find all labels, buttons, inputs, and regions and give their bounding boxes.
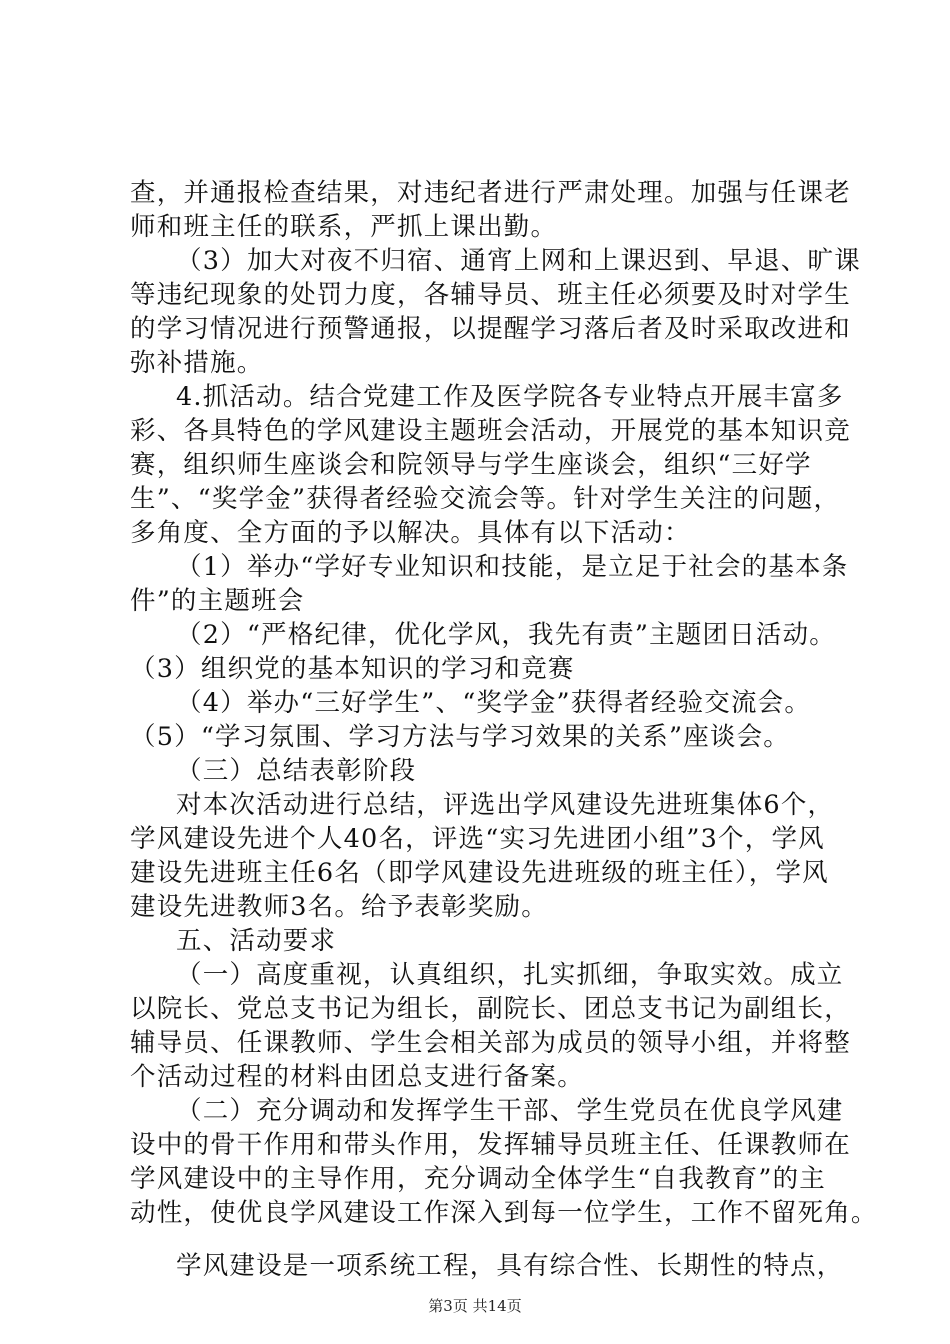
text-line: 件”的主题班会	[130, 586, 305, 616]
text-line: （3）加大对夜不归宿、通宵上网和上课迟到、早退、旷课	[176, 246, 861, 276]
text-line: 彩、各具特色的学风建设主题班会活动，开展党的基本知识竞	[130, 416, 851, 446]
text-line: （5）“学习氛围、学习方法与学习效果的关系”座谈会。	[130, 722, 790, 752]
text-line: 学风建设先进个人40名，评选“实习先进团小组”3个，学风	[130, 824, 825, 854]
text-line: 查，并通报检查结果，对违纪者进行严肃处理。加强与任课老	[130, 178, 851, 208]
text-line: 设中的骨干作用和带头作用，发挥辅导员班主任、任课教师在	[130, 1130, 851, 1160]
text-line: （一）高度重视，认真组织，扎实抓细，争取实效。成立	[176, 960, 844, 990]
text-line: （2）“严格纪律，优化学风，我先有责”主题团日活动。	[176, 620, 836, 650]
section-heading: （三）总结表彰阶段	[176, 756, 417, 786]
text-line: 师和班主任的联系，严抓上课出勤。	[130, 212, 558, 242]
text-line: 赛，组织师生座谈会和院领导与学生座谈会，组织“三好学	[130, 450, 812, 480]
text-line: （1）举办“学好专业知识和技能，是立足于社会的基本条	[176, 552, 849, 582]
text-line: 个活动过程的材料由团总支进行备案。	[130, 1062, 584, 1092]
text-line: 的学习情况进行预警通报，以提醒学习落后者及时采取改进和	[130, 314, 851, 344]
text-line: （二）充分调动和发挥学生干部、学生党员在优良学风建	[176, 1096, 844, 1126]
text-line: 辅导员、任课教师、学生会相关部为成员的领导小组，并将整	[130, 1028, 851, 1058]
text-line: 等违纪现象的处罚力度，各辅导员、班主任必须要及时对学生	[130, 280, 851, 310]
text-line: （4）举办“三好学生”、“奖学金”获得者经验交流会。	[176, 688, 812, 718]
text-line: 学风建设中的主导作用，充分调动全体学生“自我教育”的主	[130, 1164, 826, 1194]
text-line: 生”、“奖学金”获得者经验交流会等。针对学生关注的问题，	[130, 484, 841, 514]
text-line: 以院长、党总支书记为组长，副院长、团总支书记为副组长，	[130, 994, 851, 1024]
text-line: 建设先进教师3名。给予表彰奖励。	[130, 892, 548, 922]
text-line: 弥补措施。	[130, 348, 264, 378]
text-line: 学风建设是一项系统工程，具有综合性、长期性的特点，	[176, 1251, 844, 1281]
text-line: 建设先进班主任6名（即学风建设先进班级的班主任），学风	[130, 858, 829, 888]
text-line: 4.抓活动。结合党建工作及医学院各专业特点开展丰富多	[176, 382, 844, 412]
text-line: 对本次活动进行总结，评选出学风建设先进班集体6个，	[176, 790, 835, 820]
section-heading: 五、活动要求	[176, 926, 337, 956]
text-line: （3）组织党的基本知识的学习和竞赛	[130, 654, 575, 684]
page-number: 第3页 共14页	[428, 1297, 522, 1315]
text-line: 多角度、全方面的予以解决。具体有以下活动：	[130, 518, 691, 548]
text-line: 动性，使优良学风建设工作深入到每一位学生，工作不留死角。	[130, 1198, 878, 1228]
